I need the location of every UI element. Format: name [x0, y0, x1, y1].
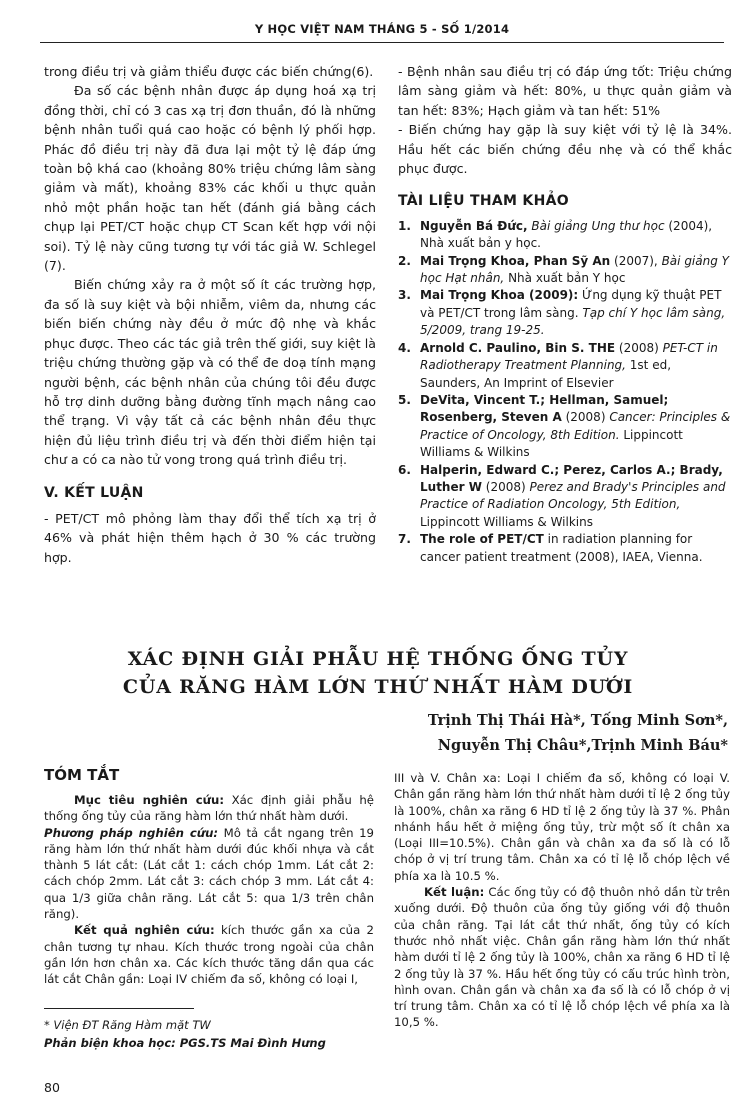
reference-item: 1. Nguyễn Bá Đức, Bài giảng Ung thư học (2004), Nhà xuất bản y học.: [398, 218, 713, 251]
authors-line1: Trịnh Thị Thái Hà*, Tống Minh Sơn*,: [427, 712, 728, 729]
abstract-objective: Mục tiêu nghiên cứu: Xác định giải phẫu hệ thống ống tủy của răng hàm lớn thứ nhất hàm dưới.: [44, 793, 374, 824]
reference-item: 4. Arnold C. Paulino, Bin S. THE (2008) PET-CT in Radiotherapy Treatment Planning, 1st ed, Saunders, An Imprint of Elsevier: [398, 340, 718, 390]
paragraph: Biến chứng xảy ra ở một số ít các trường hợp, đa số là suy kiệt và bội nhiễm, viêm da, nhưng các biến biến chứng này đều ở mức độ nhẹ và khắc phục được. Theo các tác giả trên thế giới, suy kiệt là triệu chứng thường gặp và có thể đe doạ tính mạng người bệnh, các bệnh nhân của chúng tôi đều được hỗ trợ dinh dưỡng bằng đường tĩnh mạch nâng cao thể trạng. Vì vậy tất cả các bệnh nhân đều thực hiện đủ liệu trình điều trị và đến thời điểm hiện tại chư a có ca nào tử vong trong quá trình điều trị.: [44, 277, 376, 468]
abstract-heading: TÓM TẮT: [44, 766, 120, 784]
authors-line2: Nguyễn Thị Châu*,Trịnh Minh Báu*: [437, 737, 728, 754]
paragraph: Đa số các bệnh nhân được áp dụng hoá xạ trị đồng thời, chỉ có 3 cas xạ trị đơn thuần, đó là những bệnh nhân tuổi quá cao hoặc có bệnh lý phối hợp. Phác đồ điều trị này đã đưa lại một tỷ lệ đáp ứng toàn bộ khá cao (khoảng 80% triệu chứng lâm sàng giảm và mất), khoảng 83% các khối u thực quản nhỏ một phần hoặc tan hết (đánh giá bằng cách chụp lại PET/CT hoặc chụp CT Scan kết hợp với nội soi). Tỷ lệ này cũng tương tự với tác giả W. Schlegel (7).: [44, 83, 376, 274]
reference-list: [398, 218, 732, 566]
header-divider: [40, 42, 724, 43]
abstract-conclusion: Kết luận: Các ống tủy có độ thuôn nhỏ dần từ trên xuống dưới. Độ thuôn của ống tủy giống với độ thuôn của chân răng. Tại lát cắt thứ nhất, ống tủy có kích thước nhỏ nhất việc. Chân gần răng hàm lớn thứ nhất hàm dưới tỉ lệ 2 ống tủy là 100%, chân xa răng 6 HD tỉ lệ 2 ống tủy là 37 %. Hầu hết ống tủy có cấu trúc hình tròn, hình ovan. Chân gần và chân xa đa số là có lỗ chóp ở vị trí trung tâm. Chân xa có tỉ lệ lỗ chóp lệch về phía xa là 10,5 %.: [394, 885, 730, 1030]
footnote-reviewer: Phản biện khoa học: PGS.TS Mai Đình Hưng: [44, 1036, 326, 1050]
prev-article-left-column: [44, 62, 376, 567]
footnote-affiliation: * Viện ĐT Răng Hàm mặt TW: [44, 1018, 211, 1032]
reference-item: 3. Mai Trọng Khoa (2009): Ứng dụng kỹ thuật PET và PET/CT trong lâm sàng. Tạp chí Y học lâm sàng, 5/2009, trang 19-25.: [398, 288, 726, 338]
abstract-right-column: [394, 770, 730, 1031]
article-title-line2: CỦA RĂNG HÀM LỚN THỨ NHẤT HÀM DƯỚI: [122, 676, 634, 698]
conclusion-heading: V. KẾT LUẬN: [44, 484, 144, 501]
abstract-result: Kết quả nghiên cứu: kích thước gần xa của 2 chân tương tự nhau. Kích thước trong ngoài của chân gần lớn hơn chân xa. Các kích thước tăng dần qua các lát cắt Chân gần: Loại IV chiếm đa số, không có loại I,: [44, 923, 374, 987]
conclusion-item: - Bệnh nhân sau điều trị có đáp ứng tốt: Triệu chứng lâm sàng giảm và hết: 80%, u thực quản giảm và tan hết: 83%; Hạch giảm và tan hết: 51%: [398, 64, 732, 118]
conclusion-item: - PET/CT mô phỏng làm thay đổi thể tích xạ trị ở 46% và phát hiện thêm hạch ở 30 % các trường hợp.: [44, 510, 376, 565]
article-title-line1: XÁC ĐỊNH GIẢI PHẪU HỆ THỐNG ỐNG TỦY: [127, 648, 629, 670]
reference-item: 6. Halperin, Edward C.; Perez, Carlos A.; Brady, Luther W (2008) Perez and Brady's Principles and Practice of Radiation Oncology, 5th Edition, Lippincott Williams & Wilkins: [398, 462, 726, 529]
page-number: 80: [44, 1080, 60, 1095]
journal-header: Y HỌC VIỆT NAM THÁNG 5 - SỐ 1/2014: [254, 22, 510, 36]
reference-item: 7. The role of PET/CT in radiation planning for cancer patient treatment (2008), IAEA, Vienna.: [398, 532, 703, 564]
references-heading: TÀI LIỆU THAM KHẢO: [398, 193, 569, 210]
reference-item: 5. DeVita, Vincent T.; Hellman, Samuel; Rosenberg, Steven A (2008) Cancer: Principles & Practice of Oncology, 8th Edition. Lippincott Williams & Wilkins: [398, 392, 731, 460]
prev-article-right-column: [398, 62, 732, 566]
abstract-method: Phương pháp nghiên cứu: Mô tả cắt ngang trên 19 răng hàm lớn thứ nhất hàm dưới đúc khối nhựa và cắt thành 5 lát cắt: (Lát cắt 1: cách chóp 1mm. Lát cắt 2: cách chóp 2mm. Lát cắt 3: cách chóp 3 mm. Lát cắt 4: qua 1/3 giữa chân răng. Lát cắt 5: qua 1/3 trên chân răng).: [44, 825, 374, 922]
conclusion-item: - Biến chứng hay gặp là suy kiệt với tỷ lệ là 34%. Hầu hết các biến chứng đều nhẹ và có thể khắc phục được.: [398, 122, 732, 177]
footnote-divider: [44, 1008, 194, 1009]
abstract-left-column: [44, 792, 374, 988]
abstract-result-cont: III và V. Chân xa: Loại I chiếm đa số, không có loại V. Chân gần răng hàm lớn thứ nhất hàm dưới tỉ lệ 2 ống tủy là 100%, chân xa răng 6 HD tỉ lệ 2 ống tủy là 37 %. Phân nhánh hầu hết ở miệng ống tủy, trừ một số ít chân xa (Loại III=10.5%). Chân gần và chân xa đa số là có lỗ chóp ở vị trí trung tâm. Chân xa có tỉ lệ lỗ chóp lệch về phía xa là 10.5 %.: [394, 771, 730, 883]
reference-item: 2. Mai Trọng Khoa, Phan Sỹ An (2007), Bài giảng Y học Hạt nhân, Nhà xuất bản Y học: [398, 253, 729, 286]
paragraph: trong điều trị và giảm thiểu được các biến chứng(6).: [44, 64, 374, 79]
